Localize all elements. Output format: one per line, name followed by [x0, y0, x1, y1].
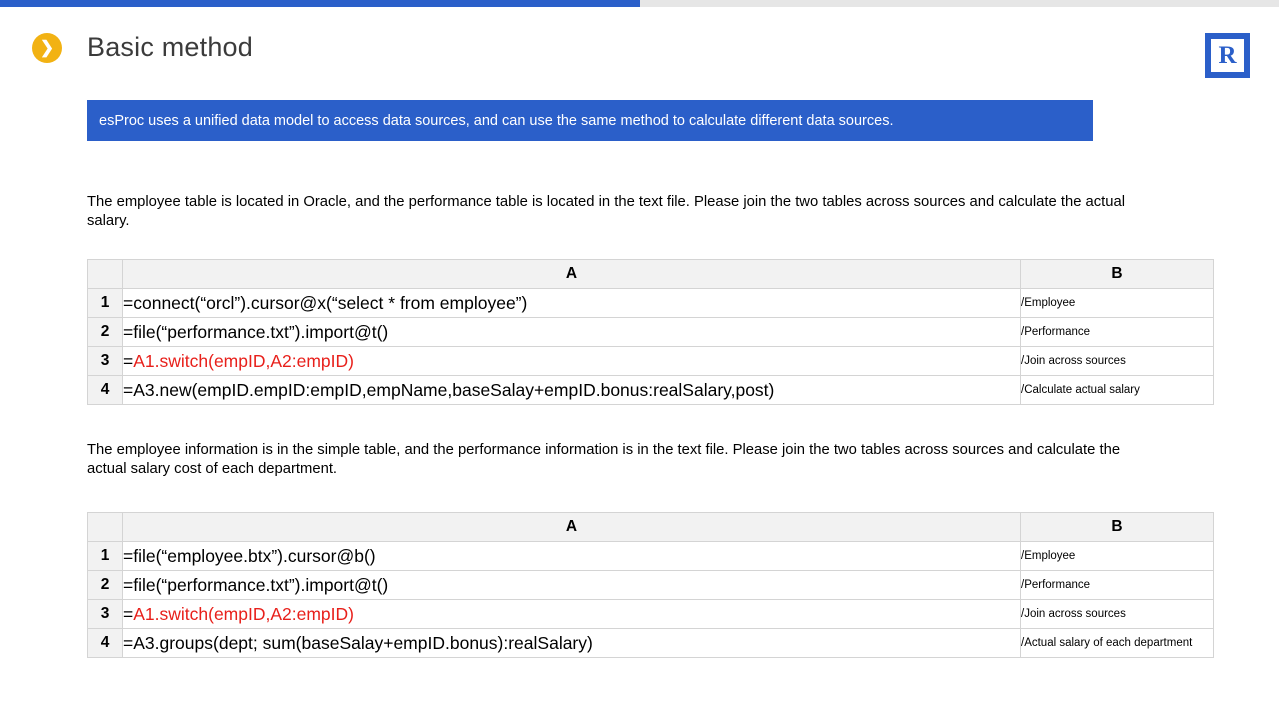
cell-a[interactable] — [123, 318, 1021, 347]
column-header-a: A — [123, 260, 1021, 289]
cell-b[interactable]: /Employee — [1021, 542, 1214, 571]
cell-a[interactable] — [123, 347, 1021, 376]
cell-b[interactable]: /Performance — [1021, 318, 1214, 347]
row-number: 3 — [88, 600, 123, 629]
cell-a-code: file(“performance.txt”).import@t() — [133, 321, 389, 342]
cell-a-code: A1.switch(empID,A2:empID) — [133, 350, 354, 371]
cell-b[interactable]: /Join across sources — [1021, 347, 1214, 376]
cell-a-prefix: = — [123, 379, 134, 400]
table-header-row — [88, 513, 1214, 542]
cell-a-prefix: = — [123, 632, 134, 653]
cell-b[interactable]: /Performance — [1021, 571, 1214, 600]
progress-bar — [0, 0, 1279, 7]
section-1-paragraph: The employee table is located in Oracle, and the performance table is located in the text file. Please join the two tables across sources and calculate the actual salary. — [87, 194, 1126, 229]
cell-a[interactable] — [123, 571, 1021, 600]
cell-a-code: file(“employee.btx”).cursor@b() — [133, 545, 376, 566]
page-title: Basic method — [87, 32, 253, 62]
row-number: 1 — [88, 542, 123, 571]
table-row — [88, 318, 1214, 347]
cell-b[interactable]: /Actual salary of each department — [1021, 629, 1214, 658]
page-header — [32, 32, 253, 63]
column-header-a: A — [123, 513, 1021, 542]
column-header-b: B — [1021, 513, 1214, 542]
table-row — [88, 347, 1214, 376]
cell-a-code: A3.new(empID.empID:empID,empName,baseSalay+empID.bonus:realSalary,post) — [133, 379, 775, 400]
cell-a-code: file(“performance.txt”).import@t() — [133, 574, 389, 595]
highlight-banner: esProc uses a unified data model to access data sources, and can use the same method to calculate different data sources. — [87, 100, 1093, 141]
cell-a[interactable] — [123, 629, 1021, 658]
section-2-paragraph: The employee information is in the simple table, and the performance information is in the text file. Please join the two tables across sources and calculate the actual salary cost of each department. — [87, 442, 1121, 477]
cell-a[interactable] — [123, 542, 1021, 571]
table-row — [88, 600, 1214, 629]
cell-a[interactable] — [123, 289, 1021, 318]
row-number: 1 — [88, 289, 123, 318]
table-row — [88, 542, 1214, 571]
cell-b[interactable]: /Join across sources — [1021, 600, 1214, 629]
cell-a-prefix: = — [123, 574, 134, 595]
code-table-1 — [87, 259, 1214, 405]
table-header-row — [88, 260, 1214, 289]
cell-a-prefix: = — [123, 603, 134, 624]
table-row — [88, 571, 1214, 600]
code-table-2 — [87, 512, 1214, 658]
cell-a-prefix: = — [123, 321, 134, 342]
cell-a-prefix: = — [123, 350, 134, 371]
row-number: 4 — [88, 629, 123, 658]
column-header-b: B — [1021, 260, 1214, 289]
cell-a-prefix: = — [123, 292, 134, 313]
chevron-right-icon: ❯ — [32, 33, 62, 63]
table-row — [88, 376, 1214, 405]
cell-a-code: A3.groups(dept; sum(baseSalay+empID.bonus):realSalary) — [133, 632, 593, 653]
row-number: 2 — [88, 318, 123, 347]
logo-letter: R — [1211, 39, 1244, 72]
table-row — [88, 629, 1214, 658]
cell-b[interactable]: /Employee — [1021, 289, 1214, 318]
cell-b[interactable]: /Calculate actual salary — [1021, 376, 1214, 405]
cell-a[interactable] — [123, 376, 1021, 405]
cell-a-prefix: = — [123, 545, 134, 566]
column-header-index — [88, 513, 123, 542]
column-header-index — [88, 260, 123, 289]
cell-a-code: A1.switch(empID,A2:empID) — [133, 603, 354, 624]
brand-logo — [1205, 33, 1250, 78]
row-number: 3 — [88, 347, 123, 376]
cell-a-code: connect(“orcl”).cursor@x(“select * from employee”) — [133, 292, 528, 313]
row-number: 2 — [88, 571, 123, 600]
progress-bar-fill — [0, 0, 640, 7]
row-number: 4 — [88, 376, 123, 405]
table-row — [88, 289, 1214, 318]
cell-a[interactable] — [123, 600, 1021, 629]
